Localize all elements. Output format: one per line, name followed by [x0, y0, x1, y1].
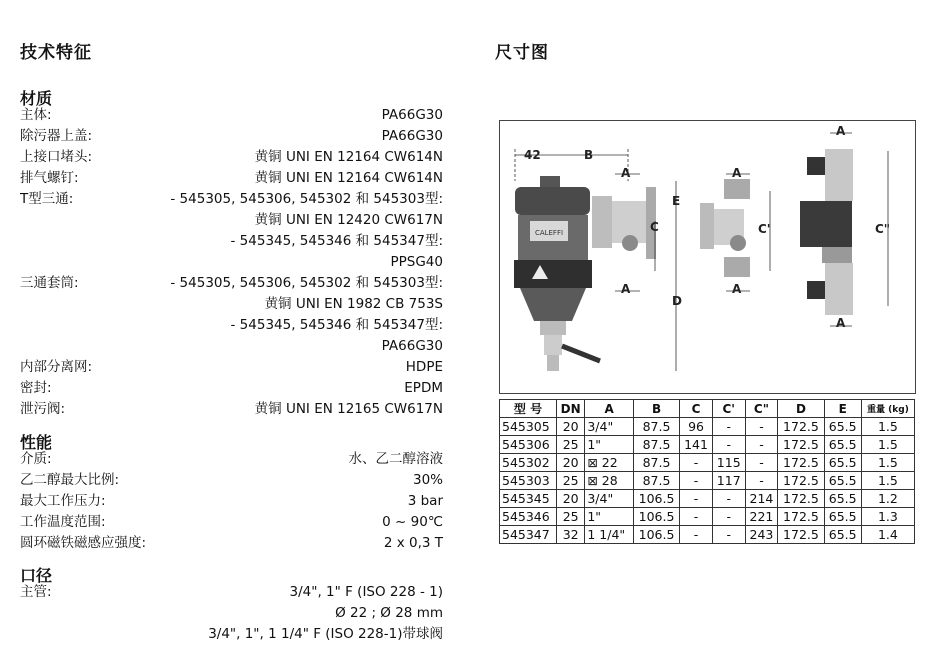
table-cell: 3/4"	[585, 490, 634, 508]
specification-table	[499, 399, 915, 544]
table-cell: 115	[712, 454, 745, 472]
performance-row	[20, 533, 443, 554]
dim-cprime-label: C'	[758, 222, 771, 236]
table-cell: -	[680, 472, 713, 490]
table-cell: 1.3	[861, 508, 914, 526]
table-header-row	[500, 400, 915, 418]
table-cell: 172.5	[778, 508, 824, 526]
material-label: 主体:	[20, 107, 52, 123]
table-cell: 20	[557, 454, 585, 472]
dimension-drawing	[499, 120, 916, 394]
table-cell: 65.5	[824, 436, 861, 454]
material-value: 黄铜 UNI EN 12164 CW614N	[254, 149, 443, 165]
material-row	[20, 105, 443, 126]
table-cell: 1.2	[861, 490, 914, 508]
fitting-illustration	[700, 179, 750, 277]
material-row	[20, 273, 443, 357]
table-cell: -	[680, 490, 713, 508]
performance-value: 30%	[412, 472, 443, 488]
material-row	[20, 399, 443, 420]
table-cell: ⊠ 28	[585, 472, 634, 490]
table-cell: -	[745, 454, 778, 472]
table-cell: 87.5	[633, 454, 679, 472]
material-label: 密封:	[20, 380, 52, 396]
connection-line: 3/4", 1", 1 1/4" F (ISO 228-1)带球阀	[208, 626, 443, 642]
material-row	[20, 357, 443, 378]
table-cell: 117	[712, 472, 745, 490]
table-cell: 1"	[585, 436, 634, 454]
material-label: 除污器上盖:	[20, 128, 93, 144]
table-cell: -	[745, 436, 778, 454]
dim-cdouble-label: C"	[875, 222, 891, 236]
table-cell: 545302	[500, 454, 557, 472]
table-cell: 87.5	[633, 436, 679, 454]
table-cell: -	[712, 508, 745, 526]
table-row	[500, 526, 915, 544]
table-cell: 65.5	[824, 418, 861, 436]
table-cell: 172.5	[778, 454, 824, 472]
dim-a-label: A	[836, 124, 846, 138]
performance-row	[20, 491, 443, 512]
table-cell: -	[680, 454, 713, 472]
table-cell: 1"	[585, 508, 634, 526]
table-cell: -	[712, 490, 745, 508]
table-row	[500, 418, 915, 436]
material-value: - 545345, 545346 和 545347型:	[230, 317, 443, 333]
connections-row	[20, 582, 443, 645]
material-label: 排气螺钉:	[20, 170, 79, 186]
dimensions-heading: 尺寸图	[495, 43, 549, 63]
col-header: C"	[745, 400, 778, 418]
table-cell: 545346	[500, 508, 557, 526]
col-header: B	[633, 400, 679, 418]
table-cell: 545345	[500, 490, 557, 508]
table-cell: 106.5	[633, 508, 679, 526]
table-cell: 172.5	[778, 526, 824, 544]
material-value: PA66G30	[381, 107, 443, 123]
dim-b-label: B	[584, 148, 594, 162]
material-value: HDPE	[405, 359, 443, 375]
table-cell: ⊠ 22	[585, 454, 634, 472]
connections-label: 主管:	[20, 584, 52, 600]
material-label: 内部分离网:	[20, 359, 93, 375]
table-cell: 221	[745, 508, 778, 526]
col-header: A	[585, 400, 634, 418]
dim-a-label: A	[732, 166, 742, 180]
table-cell: 65.5	[824, 490, 861, 508]
table-cell: -	[745, 472, 778, 490]
table-cell: 545303	[500, 472, 557, 490]
material-value: - 545305, 545306, 545302 和 545303型:	[170, 191, 443, 207]
table-cell: -	[680, 526, 713, 544]
col-header: 型 号	[500, 400, 557, 418]
material-label: 三通套筒:	[20, 275, 79, 291]
material-label: T型三通:	[20, 191, 74, 207]
performance-label: 工作温度范围:	[20, 514, 106, 530]
col-header: E	[824, 400, 861, 418]
table-cell: -	[712, 436, 745, 454]
table-cell: 106.5	[633, 490, 679, 508]
performance-title: 性能	[20, 433, 53, 452]
material-row	[20, 147, 443, 168]
material-value: EPDM	[404, 380, 443, 396]
table-cell: 65.5	[824, 508, 861, 526]
dim-a-label: A	[732, 282, 742, 296]
material-value: PA66G30	[381, 128, 443, 144]
dim-a-label: A	[621, 282, 631, 296]
table-cell: 243	[745, 526, 778, 544]
table-cell: 87.5	[633, 418, 679, 436]
table-cell: 87.5	[633, 472, 679, 490]
performance-row	[20, 449, 443, 470]
material-value: PPSG40	[390, 254, 443, 270]
performance-label: 介质:	[20, 451, 52, 467]
separator-illustration	[514, 176, 656, 371]
dim-c-label: C	[650, 220, 659, 234]
table-cell: -	[745, 418, 778, 436]
table-row	[500, 454, 915, 472]
col-header: 重量 (kg)	[861, 400, 914, 418]
table-cell: 545347	[500, 526, 557, 544]
table-cell: 20	[557, 490, 585, 508]
performance-label: 乙二醇最大比例:	[20, 472, 120, 488]
material-value: 黄铜 UNI EN 12420 CW617N	[254, 212, 443, 228]
table-cell: 172.5	[778, 436, 824, 454]
table-cell: 1 1/4"	[585, 526, 634, 544]
table-cell: 1.5	[861, 454, 914, 472]
material-row	[20, 126, 443, 147]
table-cell: 545305	[500, 418, 557, 436]
tech-features-heading: 技术特征	[20, 43, 92, 63]
dim-42-label: 42	[524, 148, 541, 162]
table-cell: 214	[745, 490, 778, 508]
table-row	[500, 490, 915, 508]
material-row	[20, 168, 443, 189]
performance-label: 最大工作压力:	[20, 493, 106, 509]
table-cell: -	[712, 418, 745, 436]
table-row	[500, 436, 915, 454]
table-cell: 1.5	[861, 436, 914, 454]
material-row	[20, 189, 443, 273]
table-row	[500, 472, 915, 490]
material-value: - 545345, 545346 和 545347型:	[230, 233, 443, 249]
brand-label: CALEFFI	[534, 229, 564, 237]
material-value: - 545305, 545306, 545302 和 545303型:	[170, 275, 443, 291]
dim-a-label: A	[621, 166, 631, 180]
connections-title: 口径	[20, 566, 53, 585]
performance-value: 水、乙二醇溶液	[348, 451, 443, 467]
col-header: DN	[557, 400, 585, 418]
table-row	[500, 508, 915, 526]
connection-line: 3/4", 1" F (ISO 228 - 1)	[289, 584, 443, 600]
valve-illustration	[800, 149, 853, 315]
table-cell: 65.5	[824, 454, 861, 472]
col-header: D	[778, 400, 824, 418]
col-header: C'	[712, 400, 745, 418]
material-label: 上接口堵头:	[20, 149, 93, 165]
material-value: PA66G30	[381, 338, 443, 354]
material-title: 材质	[20, 89, 53, 108]
performance-value: 2 x 0,3 T	[383, 535, 443, 551]
table-cell: 1.5	[861, 472, 914, 490]
table-cell: 32	[557, 526, 585, 544]
performance-label: 圆环磁铁磁感应强度:	[20, 535, 147, 551]
col-header: C	[680, 400, 713, 418]
table-cell: 65.5	[824, 526, 861, 544]
table-cell: 106.5	[633, 526, 679, 544]
dim-a-label: A	[836, 316, 846, 330]
dim-e-label: E	[672, 194, 681, 208]
table-cell: 25	[557, 472, 585, 490]
table-cell: 141	[680, 436, 713, 454]
performance-value: 3 bar	[407, 493, 443, 509]
table-cell: 3/4"	[585, 418, 634, 436]
material-label: 泄污阀:	[20, 401, 66, 417]
table-cell: 172.5	[778, 490, 824, 508]
material-value: 黄铜 UNI EN 12164 CW614N	[254, 170, 443, 186]
performance-row	[20, 512, 443, 533]
performance-row	[20, 470, 443, 491]
table-cell: 172.5	[778, 472, 824, 490]
material-value: 黄铜 UNI EN 12165 CW617N	[254, 401, 443, 417]
table-cell: 25	[557, 436, 585, 454]
table-cell: 1.5	[861, 418, 914, 436]
table-cell: -	[712, 526, 745, 544]
material-value: 黄铜 UNI EN 1982 CB 753S	[264, 296, 443, 312]
table-cell: -	[680, 508, 713, 526]
connection-line: Ø 22 ; Ø 28 mm	[335, 605, 443, 621]
dim-d-label: D	[672, 294, 682, 308]
table-cell: 96	[680, 418, 713, 436]
performance-value: 0 ~ 90℃	[382, 514, 443, 530]
table-cell: 1.4	[861, 526, 914, 544]
table-cell: 65.5	[824, 472, 861, 490]
material-row	[20, 378, 443, 399]
table-cell: 20	[557, 418, 585, 436]
table-cell: 25	[557, 508, 585, 526]
table-cell: 545306	[500, 436, 557, 454]
table-cell: 172.5	[778, 418, 824, 436]
